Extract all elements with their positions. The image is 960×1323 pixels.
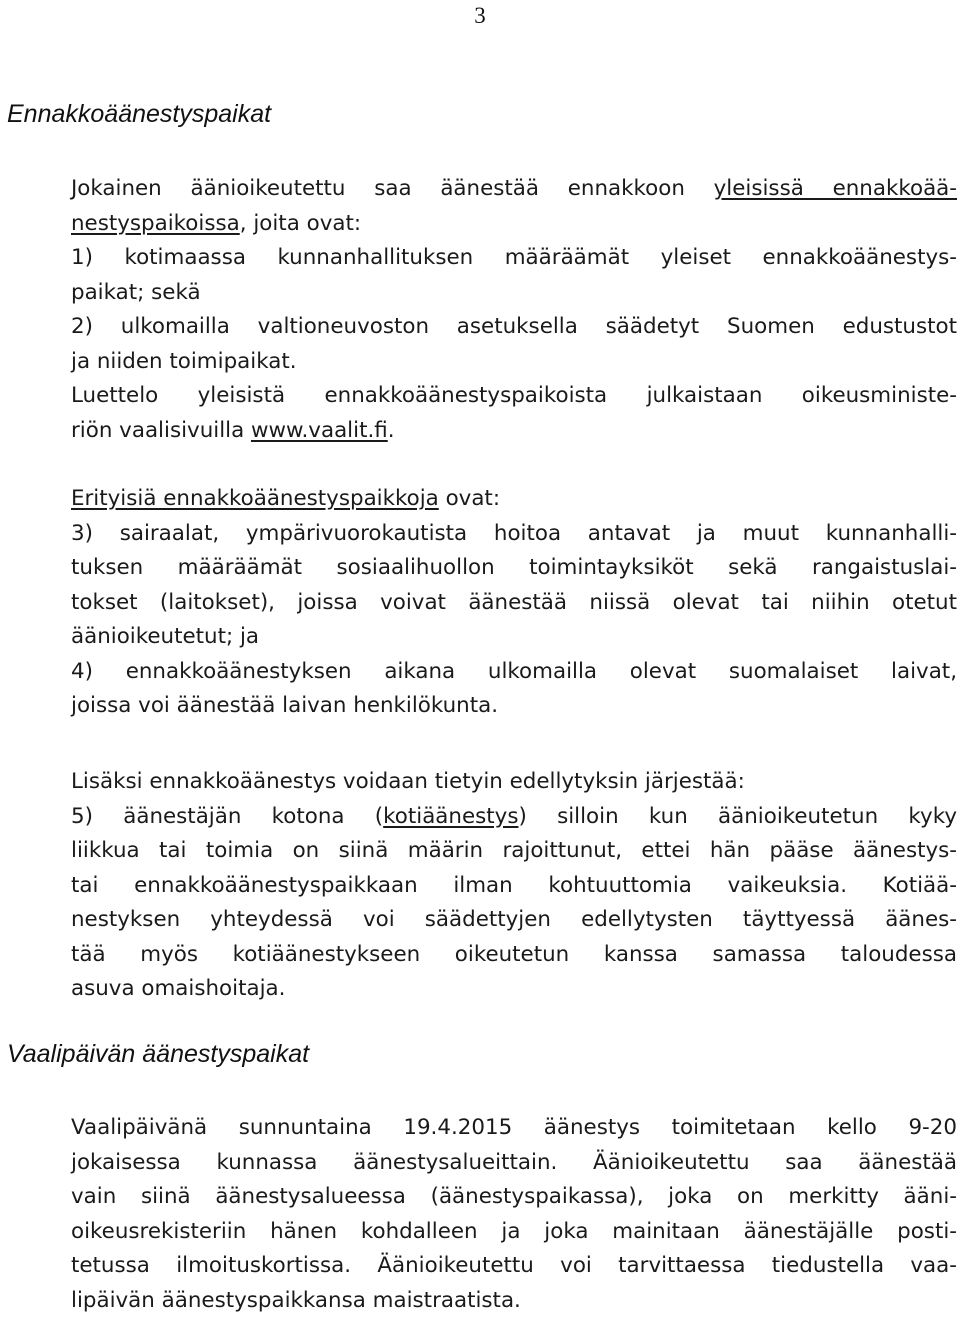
text-run: ovat:: [438, 486, 501, 511]
text-line: [71, 1180, 957, 1215]
text-line: [71, 834, 957, 869]
text-run: jokaisessa kunnassa äänestysalueittain. Äänioikeutettu saa äänestää: [71, 1149, 957, 1175]
text-line: [71, 1284, 957, 1319]
underlined-term: www.vaalit.fi: [250, 417, 388, 443]
text-line: [71, 765, 957, 800]
text-run: 3) sairaalat, ympärivuorokautista hoitoa antavat ja muut kunnanhalli-: [71, 520, 957, 546]
page-number: 3: [474, 3, 486, 28]
text-run: tää myös kotiäänestykseen oikeutetun kanssa samassa taloudessa: [71, 941, 957, 967]
text-line: [71, 903, 957, 938]
text-run: liikkua tai toimia on siinä määrin rajoittunut, ettei hän pääse äänestys-: [71, 838, 957, 863]
text-line: [71, 938, 957, 973]
text-run: 1) kotimaassa kunnanhallituksen määräämät yleiset ennakkoäänestys-: [71, 245, 957, 270]
underlined-term: nestyspaikoissa: [71, 210, 240, 236]
text-run: nestyksen yhteydessä voi säädettyjen edellytysten täyttyessä äänes-: [71, 907, 957, 932]
text-run: .: [387, 417, 395, 443]
underlined-term: Erityisiä ennakkoäänestyspaikkoja: [71, 486, 439, 511]
text-line: [71, 517, 957, 552]
text-line: [71, 345, 957, 380]
text-run: ) silloin kun äänioikeutetun kyky: [518, 803, 958, 829]
text-line: [71, 1249, 957, 1284]
text-run: tuksen määräämät sosiaalihuollon toimintayksiköt sekä rangaistuslai-: [71, 555, 957, 580]
text-run: Luettelo yleisistä ennakkoäänestyspaikoista julkaistaan oikeusministe-: [71, 383, 957, 408]
paragraph-special-advance-voting-places: [71, 482, 957, 724]
text-line: [71, 1146, 957, 1181]
text-run: Lisäksi ennakkoäänestys voidaan tietyin edellytyksin järjestää:: [71, 769, 745, 794]
text-run: oikeusrekisteriin hänen kohdalleen ja joka mainitaan äänestäjälle posti-: [71, 1218, 957, 1244]
text-line: [71, 310, 957, 345]
text-line: [71, 379, 957, 414]
paragraph-general-advance-voting-places: [71, 172, 957, 448]
text-line: [71, 972, 957, 1007]
text-line: [71, 172, 957, 207]
text-run: tokset (laitokset), joissa voivat äänestää niissä olevat tai niihin otetut: [71, 589, 957, 615]
text-run: tai ennakkoäänestyspaikkaan ilman kohtuuttomia vaikeuksia. Kotiää-: [71, 872, 957, 898]
text-run: 5) äänestäjän kotona (: [71, 803, 384, 829]
text-line: [71, 1215, 957, 1250]
text-line: [71, 241, 957, 276]
text-line: [71, 620, 957, 655]
text-run: äänioikeutetut; ja: [71, 624, 260, 649]
underlined-term: yleisissä ennakkoää-: [713, 176, 957, 201]
text-line: [71, 869, 957, 904]
text-line: [71, 800, 957, 835]
text-run: riön vaalisivuilla: [71, 417, 251, 443]
text-line: [71, 276, 957, 311]
text-run: asuva omaishoitaja.: [71, 976, 286, 1001]
paragraph-home-voting: [71, 765, 957, 1007]
text-line: [71, 655, 957, 690]
text-run: 4) ennakkoäänestyksen aikana ulkomailla olevat suomalaiset laivat,: [71, 658, 957, 684]
text-run: paikat; sekä: [71, 279, 201, 305]
section-heading-election-day: Vaalipäivän äänestyspaikat: [7, 1040, 310, 1068]
section-heading-advance-voting: Ennakkoäänestyspaikat: [7, 100, 272, 128]
text-run: , joita ovat:: [239, 210, 362, 236]
text-run: joissa voi äänestää laivan henkilökunta.: [71, 693, 499, 718]
text-line: [71, 586, 957, 621]
text-line: [71, 551, 957, 586]
text-run: tetussa ilmoituskortissa. Äänioikeutettu voi tarvittaessa tiedustella vaa-: [71, 1253, 957, 1278]
text-run: Vaalipäivänä sunnuntaina 19.4.2015 äänestys toimitetaan kello 9-20: [71, 1115, 957, 1140]
text-run: ja niiden toimipaikat.: [71, 348, 297, 374]
text-run: 2) ulkomailla valtioneuvoston asetuksella säädetyt Suomen edustustot: [71, 314, 957, 339]
text-line: [71, 207, 957, 242]
text-run: Jokainen äänioikeutettu saa äänestää ennakkoon: [71, 176, 714, 201]
paragraph-election-day-voting: [71, 1111, 957, 1318]
underlined-term: kotiäänestys: [383, 803, 519, 829]
text-run: lipäivän äänestyspaikkansa maistraatista.: [71, 1287, 521, 1313]
text-line: [71, 689, 957, 724]
text-line: [71, 482, 957, 517]
text-run: vain siinä äänestysalueessa (äänestyspaikassa), joka on merkitty ääni-: [71, 1184, 957, 1209]
text-line: [71, 414, 957, 449]
text-line: [71, 1111, 957, 1146]
